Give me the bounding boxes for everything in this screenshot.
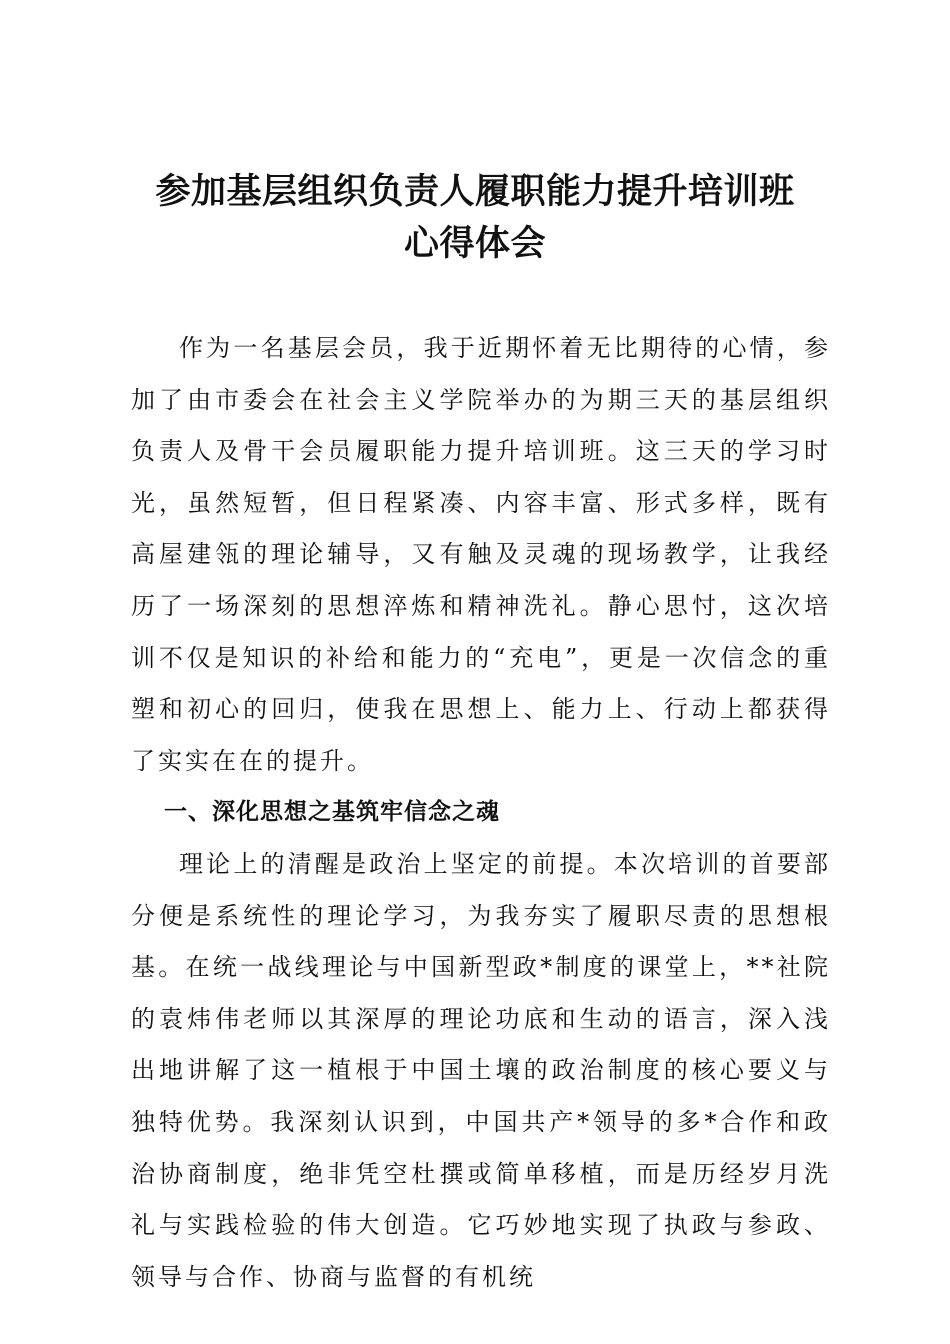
section-heading-1: 一、深化思想之基筑牢信念之魂 — [164, 799, 500, 826]
paragraph-intro: 作为一名基层会员，我于近期怀着无比期待的心情，参加了由市委会在社会主义学院举办的为期三天的基层组织负责人及骨干会员履职能力提升培训班。这三天的学习时光，虽然短暂，但日程紧凑、内容丰富、形式多样，既有高屋建瓴的理论辅导，又有触及灵魂的现场教学，让我经历了一场深刻的思想淬炼和精神洗礼。静心思忖，这次培训不仅是知识的补给和能力的“充电”，更是一次信念的重塑和初心的回归，使我在思想上、能力上、行动上都获得了实实在在的提升。 — [131, 334, 831, 775]
paragraph-section1: 理论上的清醒是政治上坚定的前提。本次培训的首要部分便是系统性的理论学习，为我夯实了履职尽责的思想根基。在统一战线理论与中国新型政*制度的课堂上，**社院的袁炜伟老师以其深厚的理论功底和生动的语言，深入浅出地讲解了这一植根于中国土壤的政治制度的核心要义与独特优势。我深刻认识到，中国共产*领导的多*合作和政治协商制度，绝非凭空杜撰或简单移植，而是历经岁月洗礼与实践检验的伟大创造。它巧妙地实现了执政与参政、领导与合作、协商与监督的有机统 — [131, 849, 831, 1291]
document-body — [131, 323, 831, 1303]
document-title-line2: 心得体会 — [403, 223, 546, 264]
document-title-line1: 参加基层组织负责人履职能力提升培训班 — [155, 171, 795, 212]
